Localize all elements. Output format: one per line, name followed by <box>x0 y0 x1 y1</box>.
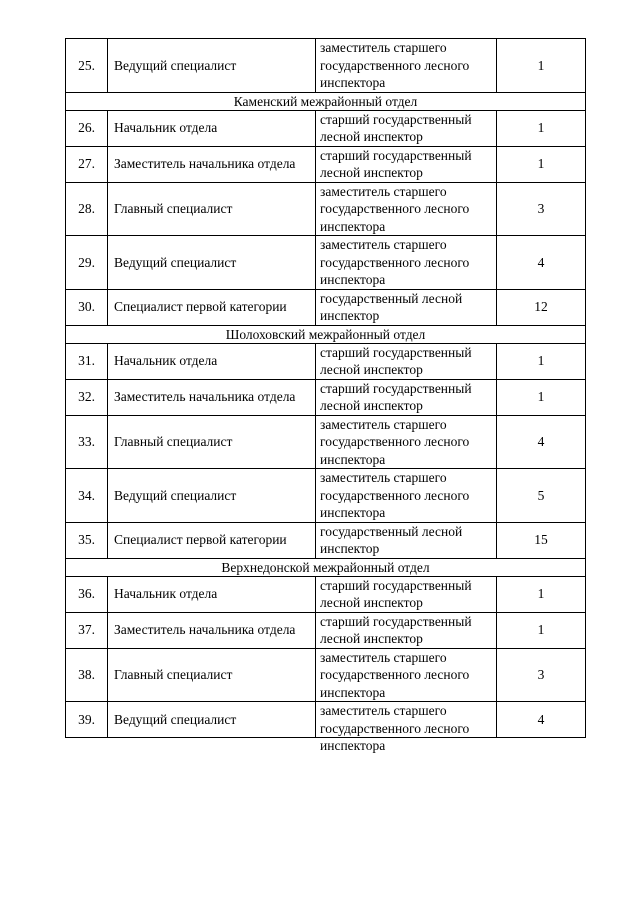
row-number: 33. <box>66 415 108 469</box>
class-rank-text: старший государственный лесной инспектор <box>320 613 472 646</box>
position-title: Специалист первой категории <box>108 522 316 558</box>
row-number: 25. <box>66 39 108 93</box>
table-row <box>66 648 586 702</box>
table-row <box>66 522 586 558</box>
table-body <box>66 39 586 753</box>
class-rank-cell <box>316 469 497 523</box>
class-rank-cell <box>316 612 497 648</box>
class-rank-text: государственный лесной инспектор <box>320 523 463 556</box>
class-rank-text: старший государственный лесной инспектор <box>320 380 472 413</box>
class-rank-cell <box>316 415 497 469</box>
position-count: 1 <box>497 146 586 182</box>
position-count: 4 <box>497 702 586 738</box>
class-rank-text: государственный лесной инспектор <box>320 290 463 323</box>
position-title: Заместитель начальника отдела <box>108 379 316 415</box>
position-count: 1 <box>497 576 586 612</box>
section-header-row <box>66 92 586 110</box>
position-count: 1 <box>497 39 586 93</box>
position-title: Ведущий специалист <box>108 236 316 290</box>
position-count: 1 <box>497 612 586 648</box>
row-number: 27. <box>66 146 108 182</box>
row-number: 36. <box>66 576 108 612</box>
position-title: Ведущий специалист <box>108 702 316 738</box>
position-count: 1 <box>497 110 586 146</box>
table-row <box>66 236 586 290</box>
section-header-row <box>66 325 586 343</box>
position-title: Главный специалист <box>108 648 316 702</box>
row-number: 26. <box>66 110 108 146</box>
table-row <box>66 39 586 93</box>
table-row <box>66 289 586 325</box>
position-count: 5 <box>497 469 586 523</box>
position-count: 3 <box>497 182 586 236</box>
table-row <box>66 469 586 523</box>
position-title: Специалист первой категории <box>108 289 316 325</box>
class-rank-text: заместитель старшего государственного лесного инспектора <box>320 183 470 234</box>
table-row <box>66 612 586 648</box>
position-title: Заместитель начальника отдела <box>108 612 316 648</box>
position-count: 4 <box>497 415 586 469</box>
position-title: Начальник отдела <box>108 576 316 612</box>
class-rank-text: заместитель старшего государственного лесного инспектора <box>320 703 470 753</box>
class-rank-cell <box>316 522 497 558</box>
row-number: 37. <box>66 612 108 648</box>
table-row <box>66 343 586 379</box>
class-rank-cell <box>316 110 497 146</box>
row-number: 32. <box>66 379 108 415</box>
staff-positions-table <box>65 38 586 753</box>
class-rank-text: старший государственный лесной инспектор <box>320 577 472 610</box>
table-row <box>66 146 586 182</box>
class-rank-text: заместитель старшего государственного лесного инспектора <box>320 40 470 90</box>
position-title: Главный специалист <box>108 415 316 469</box>
class-rank-cell <box>316 289 497 325</box>
class-rank-text: заместитель старшего государственного лесного инспектора <box>320 416 470 467</box>
class-rank-text: старший государственный лесной инспектор <box>320 111 472 144</box>
position-count: 15 <box>497 522 586 558</box>
class-rank-text: старший государственный лесной инспектор <box>320 344 472 377</box>
class-rank-text: старший государственный лесной инспектор <box>320 147 472 180</box>
section-title: Шолоховский межрайонный отдел <box>66 325 586 343</box>
row-number: 35. <box>66 522 108 558</box>
position-title: Начальник отдела <box>108 110 316 146</box>
section-title: Каменский межрайонный отдел <box>66 92 586 110</box>
class-rank-cell <box>316 379 497 415</box>
class-rank-cell <box>316 702 497 753</box>
row-number: 28. <box>66 182 108 236</box>
row-number: 31. <box>66 343 108 379</box>
class-rank-cell <box>316 39 497 93</box>
class-rank-cell <box>316 146 497 182</box>
class-rank-cell <box>316 648 497 702</box>
position-title: Ведущий специалист <box>108 469 316 523</box>
class-rank-cell <box>316 236 497 290</box>
section-header-row <box>66 558 586 576</box>
table-row <box>66 576 586 612</box>
position-count: 3 <box>497 648 586 702</box>
position-title: Заместитель начальника отдела <box>108 146 316 182</box>
class-rank-cell <box>316 182 497 236</box>
position-count: 1 <box>497 379 586 415</box>
section-title: Верхнедонской межрайонный отдел <box>66 558 586 576</box>
table-row <box>66 415 586 469</box>
row-number: 39. <box>66 702 108 738</box>
class-rank-text: заместитель старшего государственного лесного инспектора <box>320 470 470 520</box>
class-rank-cell <box>316 576 497 612</box>
position-count: 1 <box>497 343 586 379</box>
position-title: Начальник отдела <box>108 343 316 379</box>
table-row <box>66 379 586 415</box>
class-rank-text: заместитель старшего государственного лесного инспектора <box>320 237 470 287</box>
row-number: 29. <box>66 236 108 290</box>
class-rank-text: заместитель старшего государственного лесного инспектора <box>320 649 470 700</box>
table-row <box>66 182 586 236</box>
row-number: 34. <box>66 469 108 523</box>
position-count: 4 <box>497 236 586 290</box>
row-number: 30. <box>66 289 108 325</box>
position-count: 12 <box>497 289 586 325</box>
row-number: 38. <box>66 648 108 702</box>
position-title: Главный специалист <box>108 182 316 236</box>
table-row <box>66 110 586 146</box>
position-title: Ведущий специалист <box>108 39 316 93</box>
class-rank-cell <box>316 343 497 379</box>
table-row <box>66 702 586 738</box>
